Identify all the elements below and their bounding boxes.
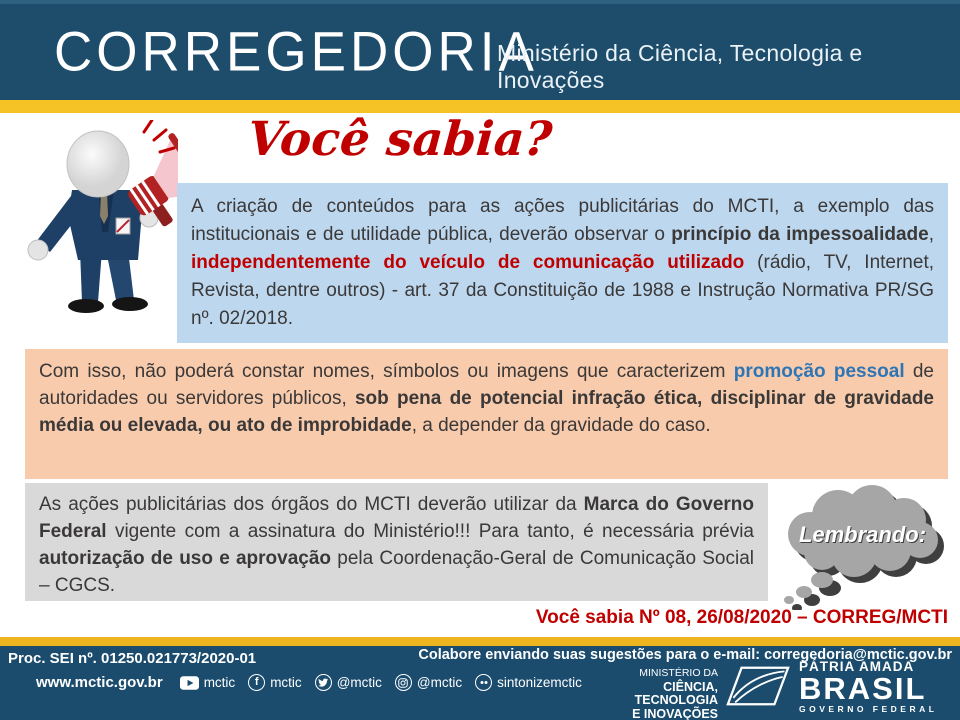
- social-label: mctic: [270, 675, 302, 690]
- header-top-strip: [0, 0, 960, 4]
- governo-federal-brand: [799, 659, 954, 714]
- brasil-text: BRASIL: [799, 671, 927, 706]
- social-label: mctic: [203, 675, 236, 690]
- facebook-icon: f: [248, 674, 265, 691]
- website-link[interactable]: www.mctic.gov.br: [36, 674, 163, 691]
- patria-amada-text: PÁTRIA AMADA: [799, 659, 915, 674]
- header: [0, 0, 960, 100]
- announcer-megaphone-figure-icon: [2, 120, 178, 316]
- info-box-peach: [25, 349, 948, 479]
- ministry-line: MINISTÉRIO DA: [639, 667, 718, 679]
- social-item-sintonize[interactable]: [475, 674, 582, 691]
- issue-caption: Você sabia Nº 08, 26/08/2020 – CORREG/MCTI: [535, 607, 948, 628]
- social-item-twitter[interactable]: [315, 674, 382, 691]
- footer: [0, 646, 960, 720]
- ministry-line: E INOVAÇÕES: [632, 706, 718, 720]
- corregedoria-logo: CORREGEDORIA: [54, 21, 538, 83]
- social-label: sintonizemctic: [497, 675, 582, 690]
- info-box-blue: [177, 183, 948, 343]
- twitter-icon: [315, 674, 332, 691]
- reminder-cloud: [768, 478, 956, 610]
- info-box-blue-text: A criação de conteúdos para as ações publicitárias do MCTI, a exemplo das institucionais e de utilidade pública, deverão observar o princípio da impessoalidade, independentemente do veículo de comunicação utilizado (rádio, TV, Internet, Revista, dentre outros) - art. 37 da Constituição de 1988 e Instrução Normativa PR/SG nº. 02/2018.: [191, 196, 934, 329]
- ministry-line: CIÊNCIA, TECNOLOGIA: [634, 679, 718, 707]
- radio-icon: [475, 674, 492, 691]
- instagram-icon: [395, 674, 412, 691]
- info-box-gray: [25, 483, 768, 601]
- governo-federal-text: GOVERNO FEDERAL: [799, 704, 938, 714]
- collaborate-email-line[interactable]: Colabore enviando suas sugestões para o e-mail: corregedoria@mctic.gov.br: [418, 647, 952, 663]
- footer-yellow-stripe: [0, 637, 960, 646]
- social-label: @mctic: [336, 675, 382, 690]
- youtube-icon: [180, 676, 199, 690]
- page-title: Você sabia?: [246, 112, 554, 167]
- sei-process-number: Proc. SEI nº. 01250.021773/2020-01: [8, 650, 257, 667]
- social-item-instagram[interactable]: [395, 674, 462, 691]
- social-row: [36, 674, 582, 691]
- ministry-tagline: Ministério da Ciência, Tecnologia e Inovações: [497, 40, 863, 93]
- social-item-facebook[interactable]: [248, 674, 302, 691]
- ministry-signature: [580, 667, 718, 720]
- social-label: @mctic: [416, 675, 463, 690]
- info-box-gray-text: As ações publicitárias dos órgãos do MCTI deverão utilizar da Marca do Governo Federal vigente com a assinatura do Ministério!!! Para tanto, é necessária prévia autorização de uso e aprovação pela Coordenação-Geral de Comunicação Social – CGCS.: [39, 494, 755, 596]
- brazil-flag-logo-icon: [726, 665, 790, 707]
- info-box-peach-text: Com isso, não poderá constar nomes, símbolos ou imagens que caracterizem promoção pessoal de autoridades ou servidores públicos, sob pena de potencial infração ética, disciplinar de gravidade média ou elevada, ou ato de improbidade, a depender da gravidade do caso.: [39, 361, 935, 436]
- social-item-youtube[interactable]: [180, 675, 236, 690]
- reminder-label: Lembrando:: [798, 522, 927, 547]
